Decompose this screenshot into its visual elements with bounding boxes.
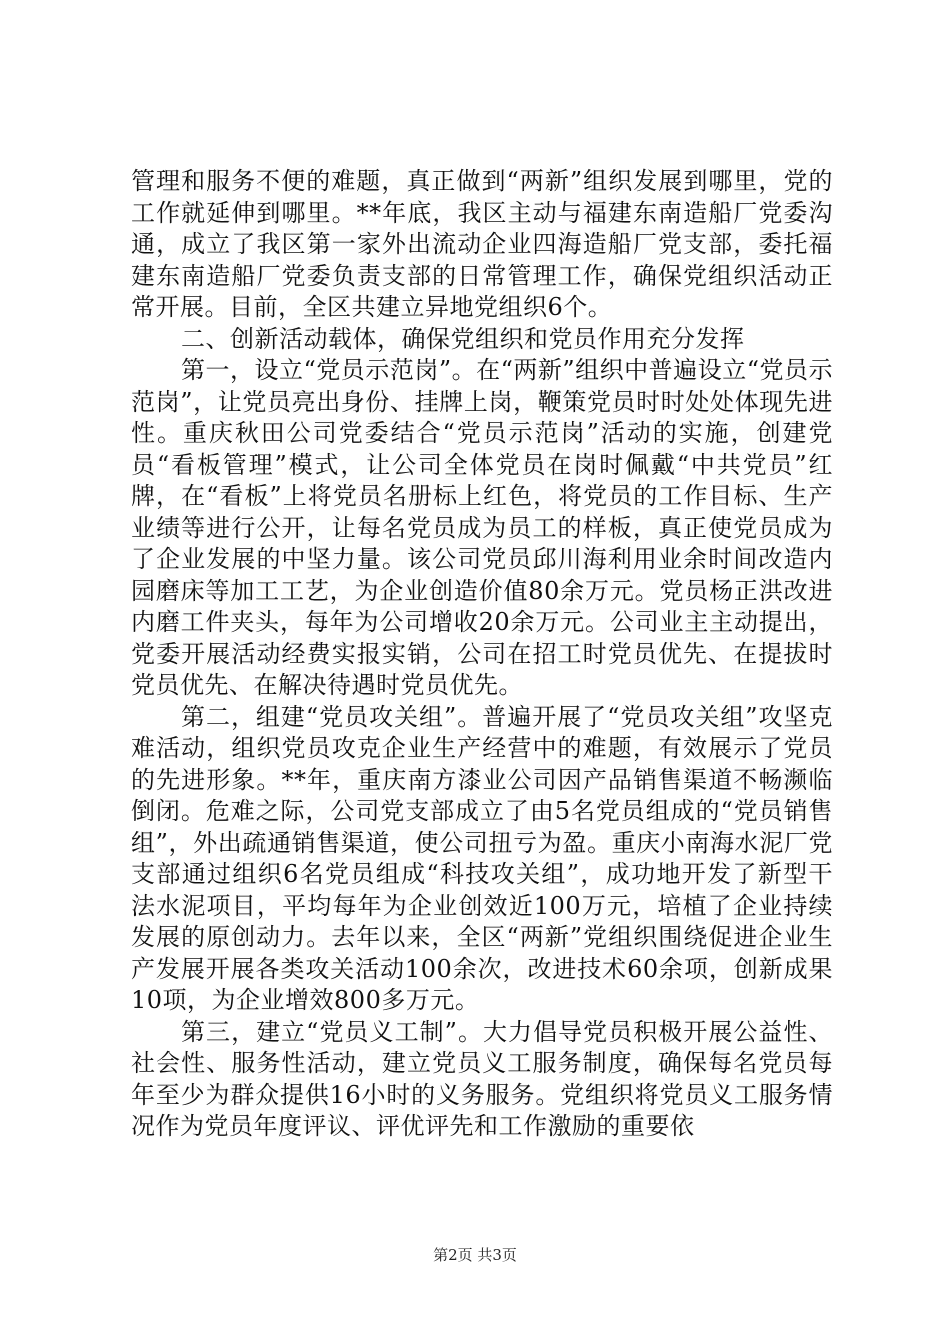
page-footer: 第2页 共3页 <box>433 1246 517 1264</box>
section-heading: 二、创新活动载体，确保党组织和党员作用充分发挥 <box>181 324 745 353</box>
paragraph-first: 第一，设立“党员示范岗”。在“两新”组织中普遍设立“党员示范岗”，让党员亮出身份、挂牌上岗，鞭策党员时时处处体现先进性。重庆秋田公司党委结合“党员示范岗”活动的实施，创建党员“看板管理”模式，让公司全体党员在岗时佩戴“中共党员”红牌，在“看板”上将党员名册标上红色，将党员的工作目标、生产业绩等进行公开，让每名党员成为员工的样板，真正使党员成为了企业发展的中坚力量。该公司党员邱川海利用业余时间改造内园磨床等加工工艺，为企业创造价值80余万元。党员杨正洪改进内磨工件夹头，每年为公司增收20余万元。公司业主主动提出，党委开展活动经费实报实销，公司在招工时党员优先、在提拔时党员优先、在解决待遇时党员优先。 <box>131 356 833 699</box>
paragraph-second: 第二，组建“党员攻关组”。普遍开展了“党员攻关组”攻坚克难活动，组织党员攻克企业生产经营中的难题，有效展示了党员的先进形象。**年，重庆南方漆业公司因产品销售渠道不畅濒临倒闭。危难之际，公司党支部成立了由5名党员组成的“党员销售组”，外出疏通销售渠道，使公司扭亏为盈。重庆小南海水泥厂党支部通过组织6名党员组成“科技攻关组”，成功地开发了新型干法水泥项目，平均每年为企业创效近100万元，培植了企业持续发展的原创动力。去年以来，全区“两新”党组织围绕促进企业生产发展开展各类攻关活动100余次，改进技术60余项，创新成果10项，为企业增效800多万元。 <box>131 702 833 1014</box>
paragraph-continued: 管理和服务不便的难题，真正做到“两新”组织发展到哪里，党的工作就延伸到哪里。**年底，我区主动与福建东南造船厂党委沟通，成立了我区第一家外出流动企业四海造船厂党支部，委托福建东南造船厂党委负责支部的日常管理工作，确保党组织活动正常开展。目前，全区共建立异地党组织6个。 <box>131 167 833 321</box>
document-body <box>131 166 833 1143</box>
paragraph-third: 第三，建立“党员义工制”。大力倡导党员积极开展公益性、社会性、服务性活动，建立党员义工服务制度，确保每名党员每年至少为群众提供16小时的义务服务。党组织将党员义工服务情况作为党员年度评议、评优评先和工作激励的重要依 <box>131 1017 833 1140</box>
